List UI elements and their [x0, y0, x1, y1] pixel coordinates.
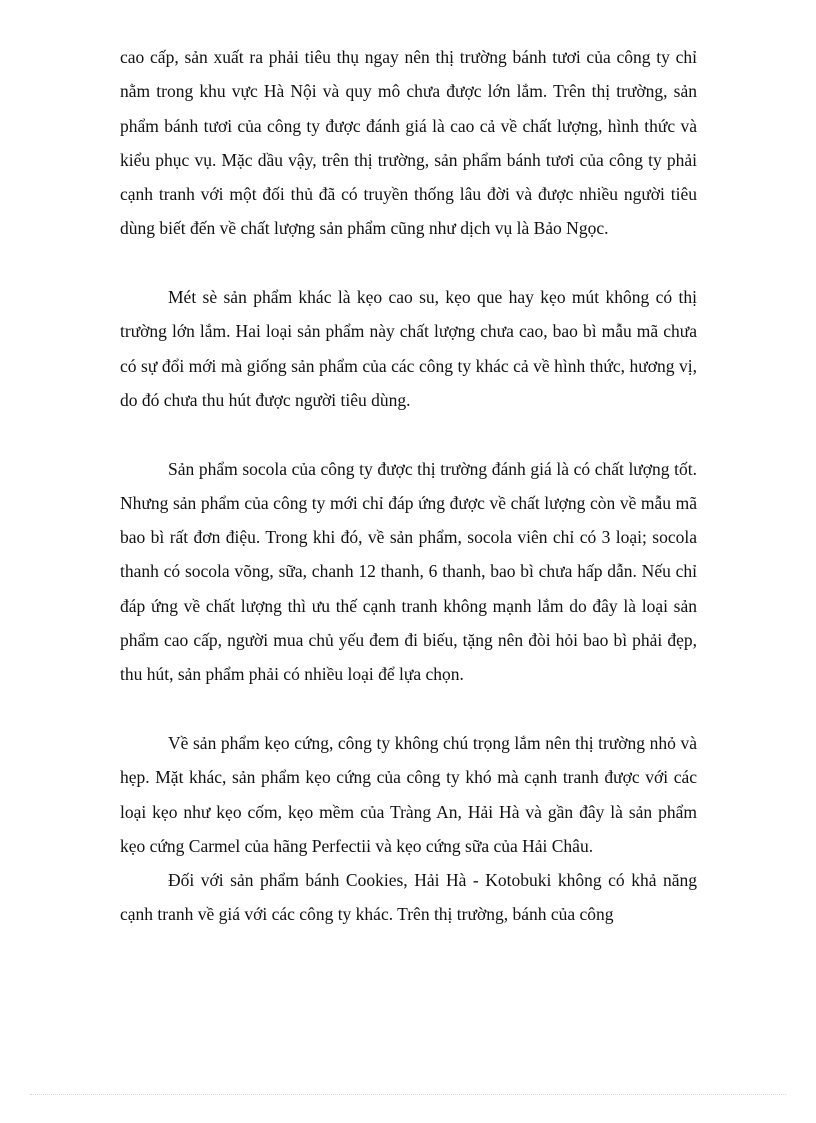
paragraph-hard-candy: Về sản phẩm kẹo cứng, công ty không chú trọng lắm nên thị trường nhỏ và hẹp. Mặt khác, sản phẩm kẹo cứng của công ty khó mà cạnh tranh được với các loại kẹo như kẹo cốm, kẹo mềm của Tràng An, Hải Hà và gần đây là sản phẩm kẹo cứng Carmel của hãng Perfectii và kẹo cứng sữa của Hải Châu.	[120, 732, 697, 856]
body-text	[120, 40, 697, 932]
paragraph-chocolate: Sản phẩm socola của công ty được thị trường đánh giá là có chất lượng tốt. Nhưng sản phẩm của công ty mới chỉ đáp ứng được về chất lượng còn về mẫu mã bao bì rất đơn điệu. Trong khi đó, về sản phẩm, socola viên chỉ có 3 loại; socola thanh có socola võng, sữa, chanh 12 thanh, 6 thanh, bao bì chưa hấp dẫn. Nếu chỉ đáp ứng về chất lượng thì ưu thế cạnh tranh không mạnh lắm do đây là loại sản phẩm cao cấp, người mua chủ yếu đem đi biếu, tặng nên đòi hỏi bao bì phải đẹp, thu hút, sản phẩm phải có nhiều loại để lựa chọn.	[120, 458, 697, 685]
paragraph-cookies: Đối với sản phẩm bánh Cookies, Hải Hà - Kotobuki không có khả năng cạnh tranh về giá với các công ty khác. Trên thị trường, bánh của công	[120, 870, 697, 925]
page-bottom-divider	[30, 1094, 786, 1095]
paragraph-fresh-cake-market: cao cấp, sản xuất ra phải tiêu thụ ngay nên thị trường bánh tươi của công ty chỉ nằm trong khu vực Hà Nội và quy mô chưa được lớn lắm. Trên thị trường, sản phẩm bánh tươi của công ty được đánh giá là cao cả về chất lượng, hình thức và kiểu phục vụ. Mặc dầu vậy, trên thị trường, sản phẩm bánh tươi của công ty phải cạnh tranh với một đối thủ đã có truyền thống lâu đời và được nhiều người tiêu dùng biết đến về chất lượng sản phẩm cũng như dịch vụ là Bảo Ngọc.	[120, 47, 697, 239]
paragraph-gum-and-lollipop: Mét sè sản phẩm khác là kẹo cao su, kẹo que hay kẹo mút không có thị trường lớn lắm. Hai loại sản phẩm này chất lượng chưa cao, bao bì mẫu mã chưa có sự đổi mới mà giống sản phẩm của các công ty khác cả về hình thức, hương vị, do đó chưa thu hút được người tiêu dùng.	[120, 287, 697, 410]
